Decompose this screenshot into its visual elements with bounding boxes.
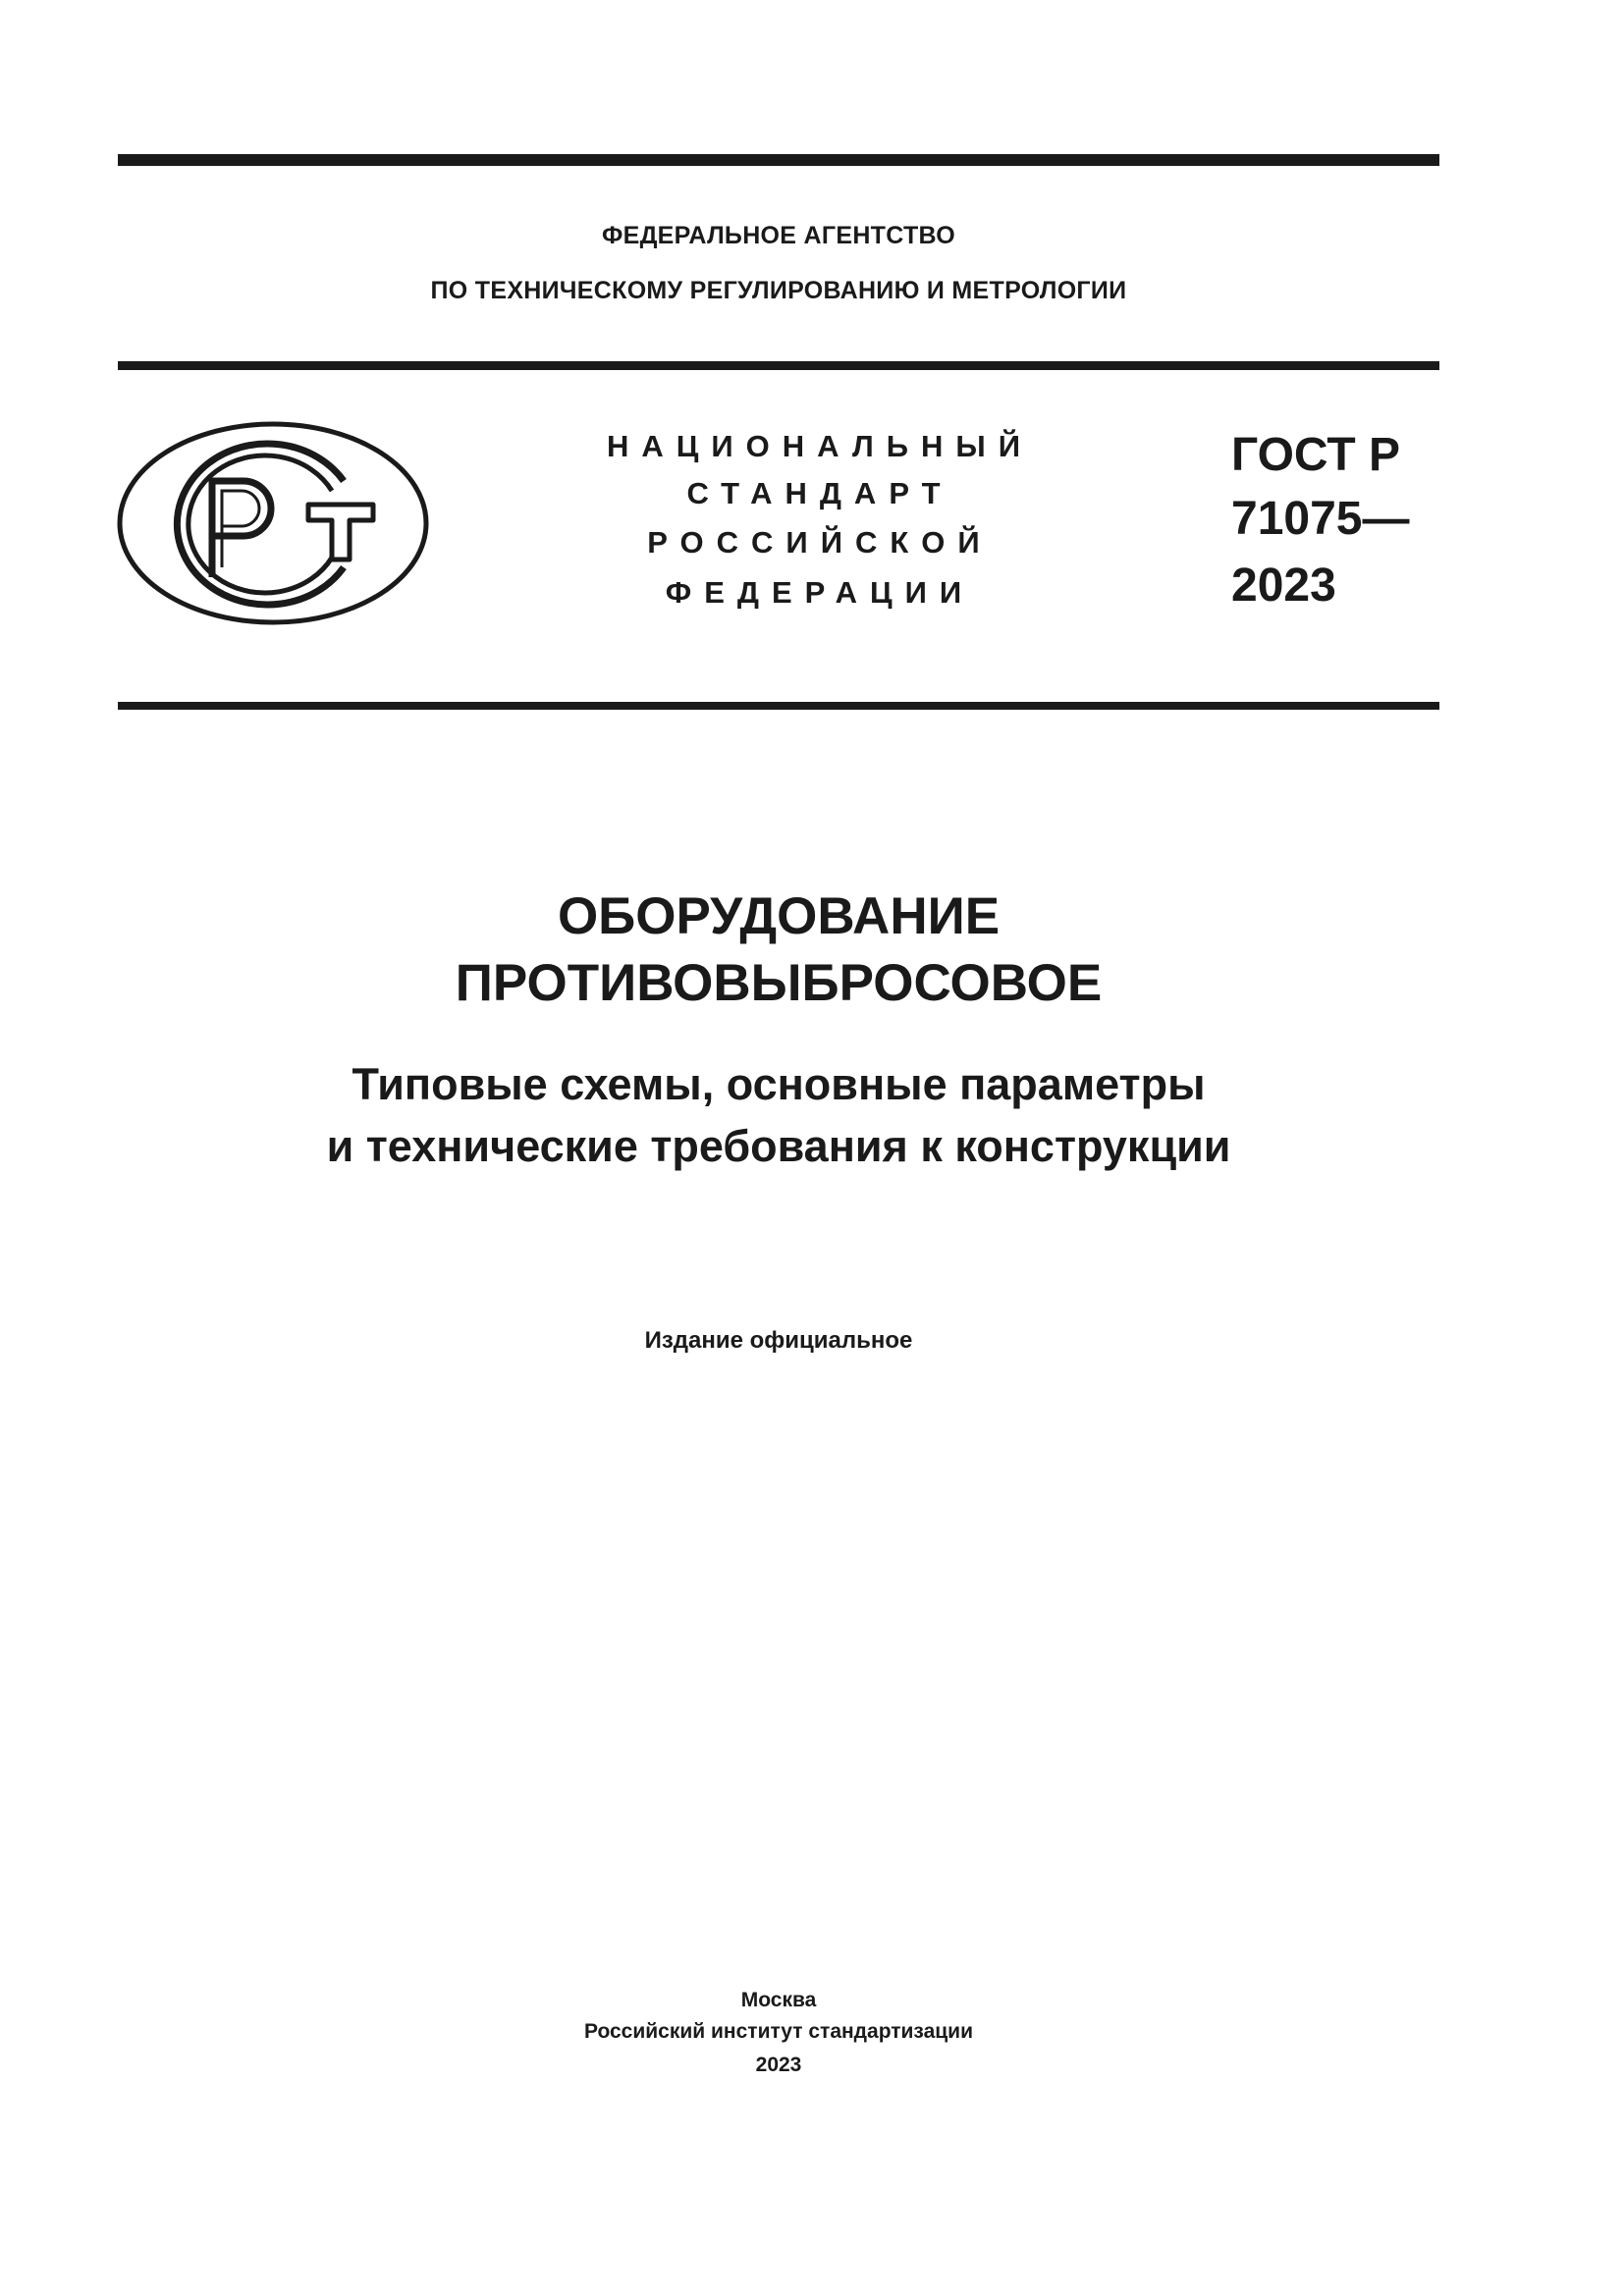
middle-rule: [118, 361, 1439, 370]
imprint-city: Москва: [740, 1989, 817, 2011]
designation-line-2: 71075—: [1231, 493, 1410, 545]
national-standard-line-2: СТАНДАРТ: [686, 476, 953, 510]
agency-name-line-2: ПО ТЕХНИЧЕСКОМУ РЕГУЛИРОВАНИЮ И МЕТРОЛОГИИ: [430, 277, 1127, 304]
edition-label: Издание официальное: [644, 1327, 913, 1354]
document-title-line-1: ОБОРУДОВАНИЕ: [557, 887, 1001, 945]
top-rule: [118, 154, 1439, 166]
designation-line-1: ГОСТ Р: [1231, 429, 1401, 481]
document-subtitle-line-1: Типовые схемы, основные параметры: [352, 1059, 1206, 1109]
imprint-publisher: Российский институт стандартизации: [583, 2020, 974, 2043]
agency-name-line-1: ФЕДЕРАЛЬНОЕ АГЕНТСТВО: [601, 222, 956, 249]
rst-certification-mark-icon: [116, 420, 430, 626]
document-title-line-2: ПРОТИВОВЫБРОСОВОЕ: [455, 954, 1103, 1012]
national-standard-line-3: РОССИЙСКОЙ: [647, 525, 993, 560]
designation-line-3: 2023: [1231, 560, 1336, 612]
document-subtitle-line-2: и технические требования к конструкции: [326, 1121, 1231, 1171]
bottom-rule: [118, 702, 1439, 710]
imprint-year: 2023: [755, 2054, 802, 2076]
national-standard-line-1: НАЦИОНАЛЬНЫЙ: [606, 429, 1034, 463]
national-standard-line-4: ФЕДЕРАЦИИ: [665, 575, 975, 610]
